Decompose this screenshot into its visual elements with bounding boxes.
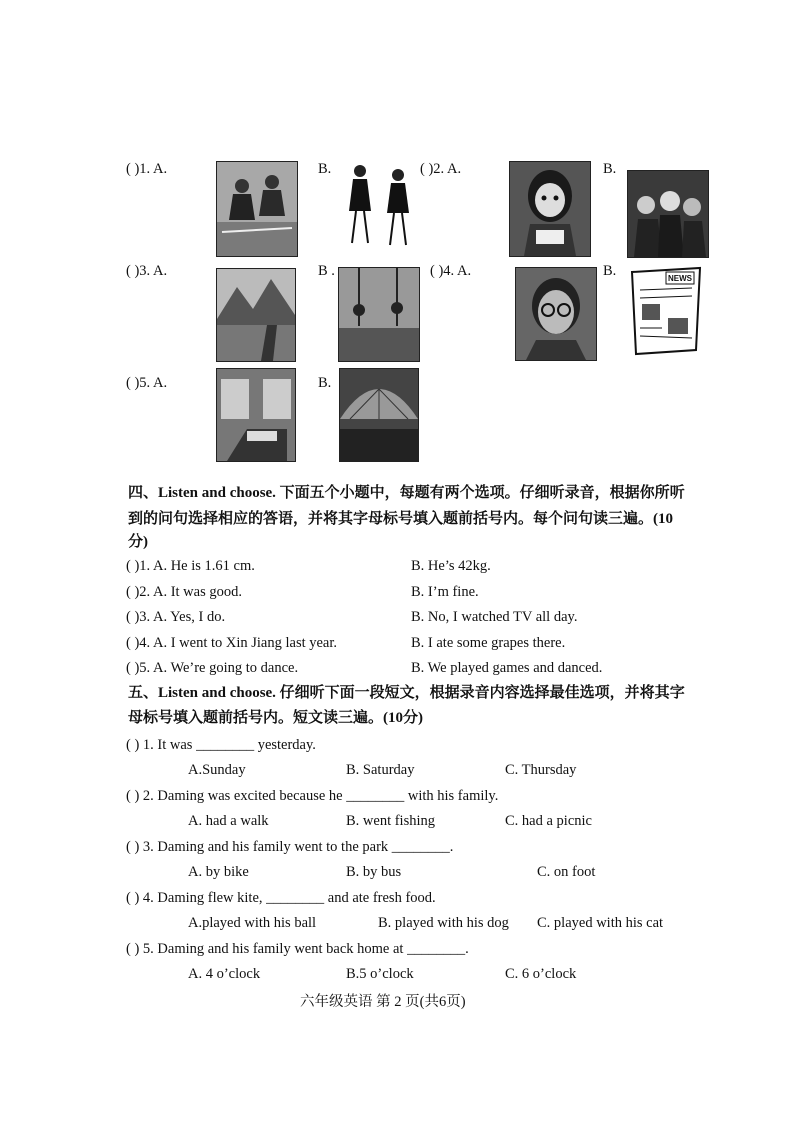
part4-heading-line1: 四、Listen and choose. 下面五个小题中，每题有两个选项。仔细听录音，根据你所听: [128, 485, 685, 501]
part5-item4-question: ( ) 4. Daming flew kite, ________ and ate fresh food.: [126, 890, 436, 906]
news-label: NEWS: [668, 274, 692, 283]
part4-heading-line3: 分): [128, 534, 148, 550]
part5-item1-c: C. Thursday: [505, 762, 577, 778]
part4-item3-b: B. No, I watched TV all day.: [411, 609, 578, 625]
part5-item3-question: ( ) 3. Daming and his family went to the park ________.: [126, 839, 454, 855]
part4-item2-b: B. I’m fine.: [411, 584, 479, 600]
girl-reading-picture: [509, 161, 591, 257]
children-group-picture: [627, 170, 709, 258]
girls-walking-picture: [338, 161, 420, 255]
part5-item4-a: A.played with his ball: [188, 915, 317, 931]
p3-q4-prefix: ( )4. A.: [430, 263, 472, 279]
page-footer: 六年级英语 第 2 页(共6页): [300, 994, 466, 1010]
part5-item5-question: ( ) 5. Daming and his family went back home at ________.: [126, 941, 469, 957]
part4-item1-a: ( )1. A. He is 1.61 cm.: [126, 558, 255, 574]
p3-q1-prefix: ( )1. A.: [126, 161, 168, 177]
part5-heading-line1: 五、Listen and choose. 仔细听下面一段短文，根据录音内容选择最佳选项，并将其字: [128, 685, 685, 701]
part5-item3-c: C. on foot: [537, 864, 596, 880]
part5-item2-a: A. had a walk: [188, 813, 269, 829]
p3-q4-optB: B.: [603, 263, 617, 279]
part4-heading-line2: 到的问句选择相应的答语，并将其字母标号填入题前括号内。每个问句读三遍。(10: [128, 511, 673, 527]
part5-item2-question: ( ) 2. Daming was excited because he ________ with his family.: [126, 788, 499, 804]
part5-heading-line2: 母标号填入题前括号内。短文读三遍。(10分): [128, 710, 423, 726]
part5-item2-b: B. went fishing: [346, 813, 436, 829]
p3-q5-prefix: ( )5. A.: [126, 375, 168, 391]
part4-item3-a: ( )3. A. Yes, I do.: [126, 609, 226, 625]
part5-item4-b: B. played with his dog: [378, 915, 509, 931]
part5-item5-c: C. 6 o’clock: [505, 966, 577, 982]
part5-item4-c: C. played with his cat: [537, 915, 664, 931]
part4-item5-a: ( )5. A. We’re going to dance.: [126, 660, 299, 676]
part5-item5-a: A. 4 o’clock: [188, 966, 261, 982]
part5-item3-a: A. by bike: [188, 864, 249, 880]
p3-q3-prefix: ( )3. A.: [126, 263, 168, 279]
swings-picture: [338, 267, 420, 362]
p3-q1-optB: B.: [318, 161, 332, 177]
part5-item2-c: C. had a picnic: [505, 813, 592, 829]
part5-item3-b: B. by bus: [346, 864, 402, 880]
part4-item2-a: ( )2. A. It was good.: [126, 584, 242, 600]
part4-item4-b: B. I ate some grapes there.: [411, 635, 566, 651]
part4-item1-b: B. He’s 42kg.: [411, 558, 491, 574]
p3-q2-optB: B.: [603, 161, 617, 177]
p3-q5-optB: B.: [318, 375, 332, 391]
part4-item5-b: B. We played games and danced.: [411, 660, 603, 676]
dome-hall-picture: [339, 368, 419, 462]
boy-glasses-picture: [515, 267, 597, 361]
part4-item4-a: ( )4. A. I went to Xin Jiang last year.: [126, 635, 338, 651]
part5-item5-b: B.5 o’clock: [346, 966, 414, 982]
library-picture: [216, 368, 296, 462]
p3-q3-optB: B .: [318, 263, 335, 279]
part5-item1-b: B. Saturday: [346, 762, 415, 778]
newspaper-picture: [628, 266, 704, 356]
p3-q2-prefix: ( )2. A.: [420, 161, 462, 177]
mountain-lake-picture: [216, 268, 296, 362]
part5-item1-question: ( ) 1. It was ________ yesterday.: [126, 737, 316, 753]
part5-item1-a: A.Sunday: [188, 762, 246, 778]
girls-jumping-picture: [216, 161, 298, 257]
